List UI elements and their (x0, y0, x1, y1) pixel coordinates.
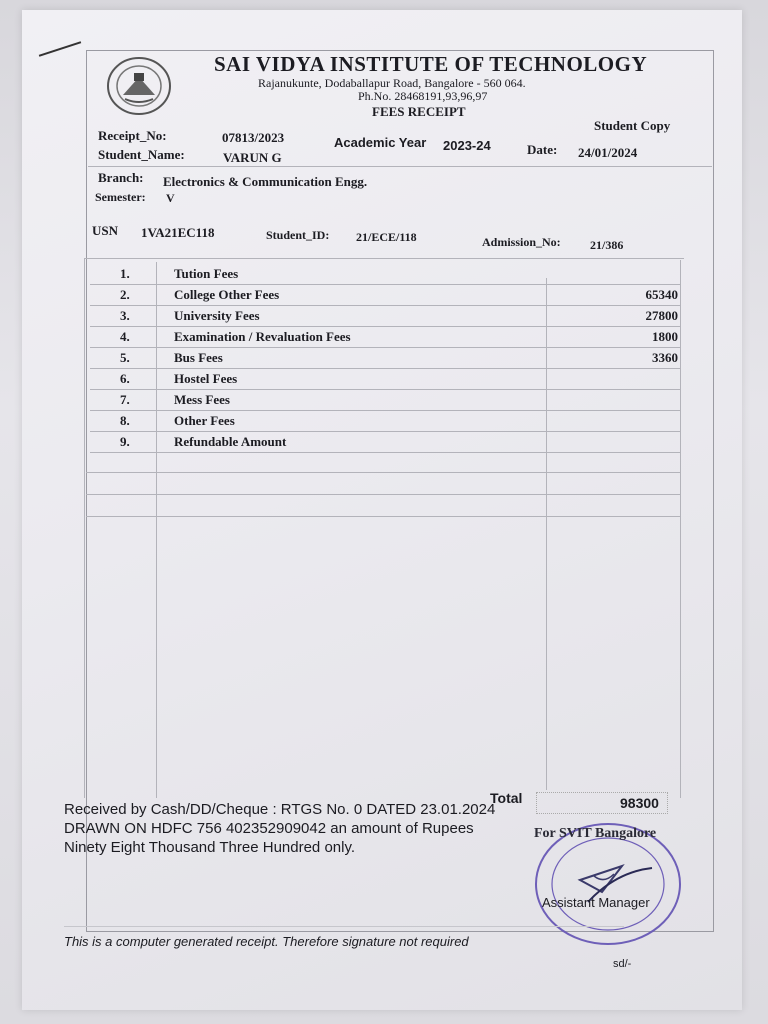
table-blank-line (86, 494, 680, 495)
institute-name: SAI VIDYA INSTITUTE OF TECHNOLOGY (214, 52, 648, 76)
fee-row-amount: 3360 (652, 350, 678, 365)
total-value: 98300 (620, 795, 659, 811)
fee-row (90, 327, 680, 348)
fee-row (90, 390, 680, 411)
fee-row-description: Refundable Amount (174, 434, 287, 449)
receipt-no-value: 07813/2023 (222, 130, 285, 145)
usn-value: 1VA21EC118 (141, 225, 215, 240)
copy-type: Student Copy (594, 118, 671, 133)
fee-row-divider (90, 452, 680, 453)
fee-row-description: Other Fees (174, 413, 235, 428)
institute-address: Rajanukunte, Dodaballapur Road, Bangalore - 560 064. (258, 76, 526, 90)
fee-row-number: 7. (120, 392, 130, 407)
table-blank-line (86, 516, 680, 517)
institute-phone: Ph.No. 28468191,93,96,97 (358, 89, 488, 103)
fee-row (90, 285, 680, 306)
received-statement: Received by Cash/DD/Cheque : RTGS No. 0 DATED 23.01.2024 DRAWN ON HDFC 756 402352909042 an amount of Rupees Ninety Eight Thousand Three Hundred only. (64, 801, 496, 856)
admission-no-value: 21/386 (590, 238, 624, 252)
institute-logo (105, 55, 173, 117)
fee-row-description: Mess Fees (174, 392, 230, 407)
fee-row-number: 5. (120, 350, 130, 365)
fee-row (90, 348, 680, 369)
date-label: Date: (527, 142, 558, 157)
date-value: 24/01/2024 (578, 145, 638, 160)
fee-row-description: College Other Fees (174, 287, 280, 302)
signatory-for: For SVIT Bangalore (534, 826, 657, 841)
signature-placeholder: sd/- (613, 958, 632, 970)
fee-row-description: Bus Fees (174, 350, 223, 365)
fee-row-number: 4. (120, 329, 130, 344)
semester-label: Semester: (95, 190, 146, 204)
header-divider (88, 166, 712, 167)
semester-value: V (166, 191, 175, 205)
fee-row-number: 6. (120, 371, 130, 386)
student-name-value: VARUN G (223, 150, 282, 165)
branch-label: Branch: (98, 170, 144, 185)
fee-row (90, 306, 680, 327)
fee-row-amount: 27800 (645, 308, 678, 323)
fee-row-amount: 1800 (652, 329, 678, 344)
signatory-designation: Assistant Manager (542, 895, 650, 910)
table-left-border (84, 258, 85, 798)
admission-no-label: Admission_No: (482, 235, 561, 249)
fee-row-number: 8. (120, 413, 130, 428)
student-name-label: Student_Name: (98, 147, 185, 162)
receipt-no-label: Receipt_No: (98, 128, 167, 143)
footer-divider (64, 926, 624, 927)
fee-row-description: Tution Fees (174, 266, 239, 281)
total-label: Total (490, 790, 523, 806)
footer-note: This is a computer generated receipt. Therefore signature not required (64, 934, 469, 949)
fee-row (90, 264, 680, 285)
usn-label: USN (92, 223, 119, 238)
table-blank-line (86, 472, 680, 473)
academic-year-value: 2023-24 (443, 138, 491, 153)
fee-row-amount: 65340 (645, 287, 678, 302)
receipt-title: FEES RECEIPT (372, 104, 466, 119)
fee-row-number: 9. (120, 434, 130, 449)
student-id-label: Student_ID: (266, 228, 330, 242)
fee-row-number: 1. (120, 266, 130, 281)
fee-row (90, 369, 680, 390)
fee-row (90, 411, 680, 432)
academic-year-label: Academic Year (334, 135, 427, 150)
fee-row-description: Hostel Fees (174, 371, 238, 386)
table-right-border (680, 260, 681, 798)
student-id-value: 21/ECE/118 (356, 230, 417, 244)
branch-value: Electronics & Communication Engg. (163, 174, 368, 189)
fee-row (90, 432, 680, 453)
table-top-border (84, 258, 684, 259)
fee-row-description: University Fees (174, 308, 260, 323)
fee-row-number: 3. (120, 308, 130, 323)
fee-row-number: 2. (120, 287, 130, 302)
fee-row-description: Examination / Revaluation Fees (174, 329, 351, 344)
